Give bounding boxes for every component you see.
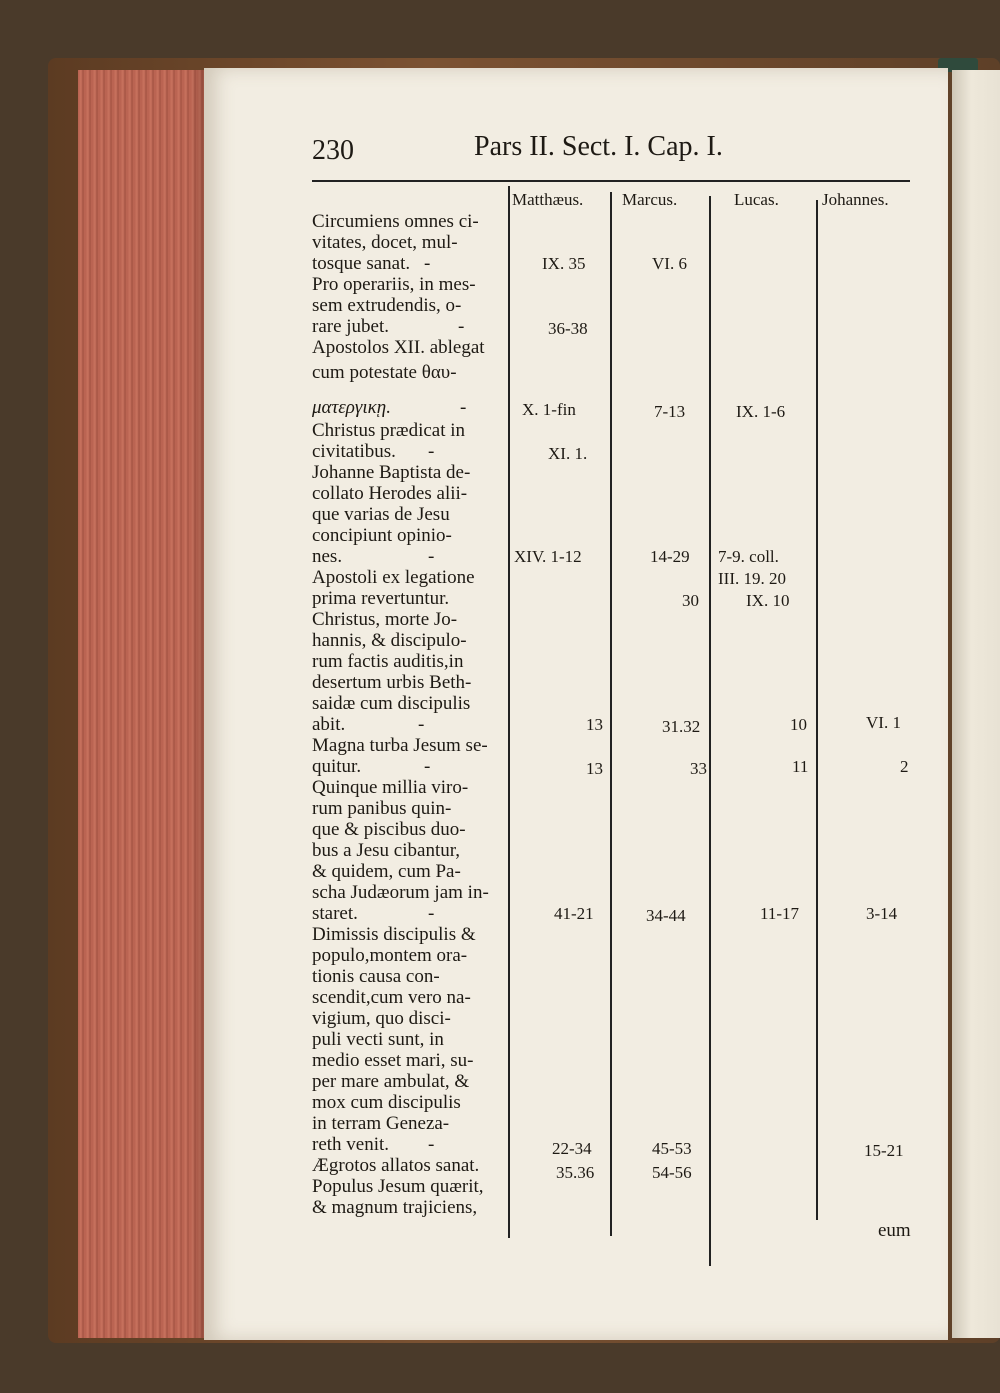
ref-johannes: 15-21	[864, 1141, 904, 1160]
text-line: civitatibus.	[312, 441, 396, 462]
ref-marcus: 31.32	[662, 717, 701, 736]
text-line: saidæ cum discipulis	[312, 693, 471, 714]
ref-matthaeus: 36-38	[548, 319, 588, 338]
text-line: scendit,cum vero na-	[312, 987, 471, 1008]
text-line: Christus, morte Jo-	[312, 609, 458, 630]
text-line: que varias de Jesu	[312, 504, 450, 525]
text-line: Magna turba Jesum se-	[312, 735, 488, 756]
leader-dash: -	[428, 1134, 435, 1155]
text-line: Pro operariis, in mes-	[312, 274, 476, 295]
text-line: abit.	[312, 714, 346, 735]
ref-matthaeus: 13	[586, 759, 603, 778]
text-line: hannis, & discipulo-	[312, 630, 467, 651]
leader-dash: -	[428, 903, 435, 924]
ref-marcus: 34-44	[646, 906, 686, 925]
text-line: concipiunt opinio-	[312, 525, 452, 546]
ref-marcus: 45-53	[652, 1139, 692, 1158]
text-line: puli vecti sunt, in	[312, 1029, 444, 1050]
header-rule	[312, 180, 910, 182]
ref-matthaeus: X. 1-fin	[522, 400, 576, 419]
text-line: Christus prædicat in	[312, 420, 466, 441]
ref-johannes: VI. 1	[866, 713, 901, 732]
ref-matthaeus: 13	[586, 715, 603, 734]
text-line: vigium, quo disci-	[312, 1008, 451, 1029]
text-line: rum factis auditis,in	[312, 651, 464, 672]
text-line: Ægrotos allatos sanat.	[312, 1155, 480, 1176]
text-line: staret.	[312, 903, 358, 924]
text-line: Dimissis discipulis &	[312, 924, 476, 945]
leader-dash: -	[460, 397, 467, 418]
column-header-lucas: Lucas.	[734, 190, 779, 209]
text-line: medio esset mari, su-	[312, 1050, 474, 1071]
column-header-marcus: Marcus.	[622, 190, 678, 209]
column-divider-3	[709, 196, 711, 1266]
text-line: vitates, docet, mul-	[312, 232, 458, 253]
text-line: prima revertuntur.	[312, 588, 450, 609]
ref-lucas: IX. 10	[746, 591, 790, 610]
text-line: mox cum discipulis	[312, 1092, 461, 1113]
leader-dash: -	[424, 756, 431, 777]
text-line: in terram Geneza-	[312, 1113, 450, 1134]
ref-matthaeus: 41-21	[554, 904, 594, 923]
page-edges-red	[78, 70, 206, 1338]
ref-marcus: VI. 6	[652, 254, 687, 273]
text-line: sem extrudendis, o-	[312, 295, 462, 316]
catchword: eum	[878, 1220, 911, 1241]
text-line: cum potestate θαυ-	[312, 362, 457, 383]
facing-page-edge	[952, 70, 1000, 1338]
text-line: quitur.	[312, 756, 362, 777]
ref-lucas: III. 19. 20	[718, 569, 786, 588]
ref-lucas: 11-17	[760, 904, 800, 923]
text-line: rum panibus quin-	[312, 798, 452, 819]
text-line: que & piscibus duo-	[312, 819, 466, 840]
ref-marcus: 33	[690, 759, 707, 778]
column-header-matthaeus: Matthæus.	[512, 190, 584, 209]
text-line: tosque sanat.	[312, 253, 411, 274]
text-line: Apostolos XII. ablegat	[312, 337, 485, 358]
ref-johannes: 2	[900, 757, 909, 776]
ref-matthaeus: XIV. 1-12	[514, 547, 582, 566]
ref-matthaeus: 22-34	[552, 1139, 592, 1158]
ref-marcus: 14-29	[650, 547, 690, 566]
ref-matthaeus: IX. 35	[542, 254, 586, 273]
leader-dash: -	[424, 253, 431, 274]
ref-marcus: 54-56	[652, 1163, 692, 1182]
column-divider-2	[610, 192, 612, 1236]
text-line: collato Herodes alii-	[312, 483, 468, 504]
text-line: & quidem, cum Pa-	[312, 861, 461, 882]
leader-dash: -	[458, 316, 465, 337]
ref-lucas: 10	[790, 715, 807, 734]
ref-lucas: IX. 1-6	[736, 402, 786, 421]
column-divider-1	[508, 186, 510, 1238]
ref-matthaeus: 35.36	[556, 1163, 595, 1182]
text-line: scha Judæorum jam in-	[312, 882, 489, 903]
text-line: Apostoli ex legatione	[312, 567, 475, 588]
column-divider-4	[816, 200, 818, 1220]
text-line: Johanne Baptista de-	[312, 462, 471, 483]
text-line: desertum urbis Beth-	[312, 672, 472, 693]
text-line: bus a Jesu cibantur,	[312, 840, 461, 861]
ref-johannes: 3-14	[866, 904, 898, 923]
text-line: per mare ambulat, &	[312, 1071, 470, 1092]
leader-dash: -	[428, 546, 435, 567]
ref-lucas: 11	[792, 757, 809, 776]
ref-marcus: 7-13	[654, 402, 686, 421]
text-line: & magnum trajiciens,	[312, 1197, 478, 1218]
ref-matthaeus: XI. 1.	[548, 444, 588, 463]
text-line: rare jubet.	[312, 316, 390, 337]
column-header-johannes: Johannes.	[822, 190, 889, 209]
text-line: Quinque millia viro-	[312, 777, 469, 798]
running-title: Pars II. Sect. I. Cap. I.	[474, 131, 723, 162]
text-line: populo,montem ora-	[312, 945, 468, 966]
text-line: nes.	[312, 546, 343, 567]
text-line: reth venit.	[312, 1134, 390, 1155]
text-line: ματεργικῃ.	[312, 397, 391, 418]
text-line: Circumiens omnes ci-	[312, 211, 479, 232]
text-line: tionis causa con-	[312, 966, 440, 987]
ref-marcus: 30	[682, 591, 699, 610]
leader-dash: -	[428, 441, 435, 462]
text-line: Populus Jesum quærit,	[312, 1176, 484, 1197]
leader-dash: -	[418, 714, 425, 735]
ref-lucas: 7-9. coll.	[718, 547, 779, 566]
page-number: 230	[312, 135, 354, 166]
